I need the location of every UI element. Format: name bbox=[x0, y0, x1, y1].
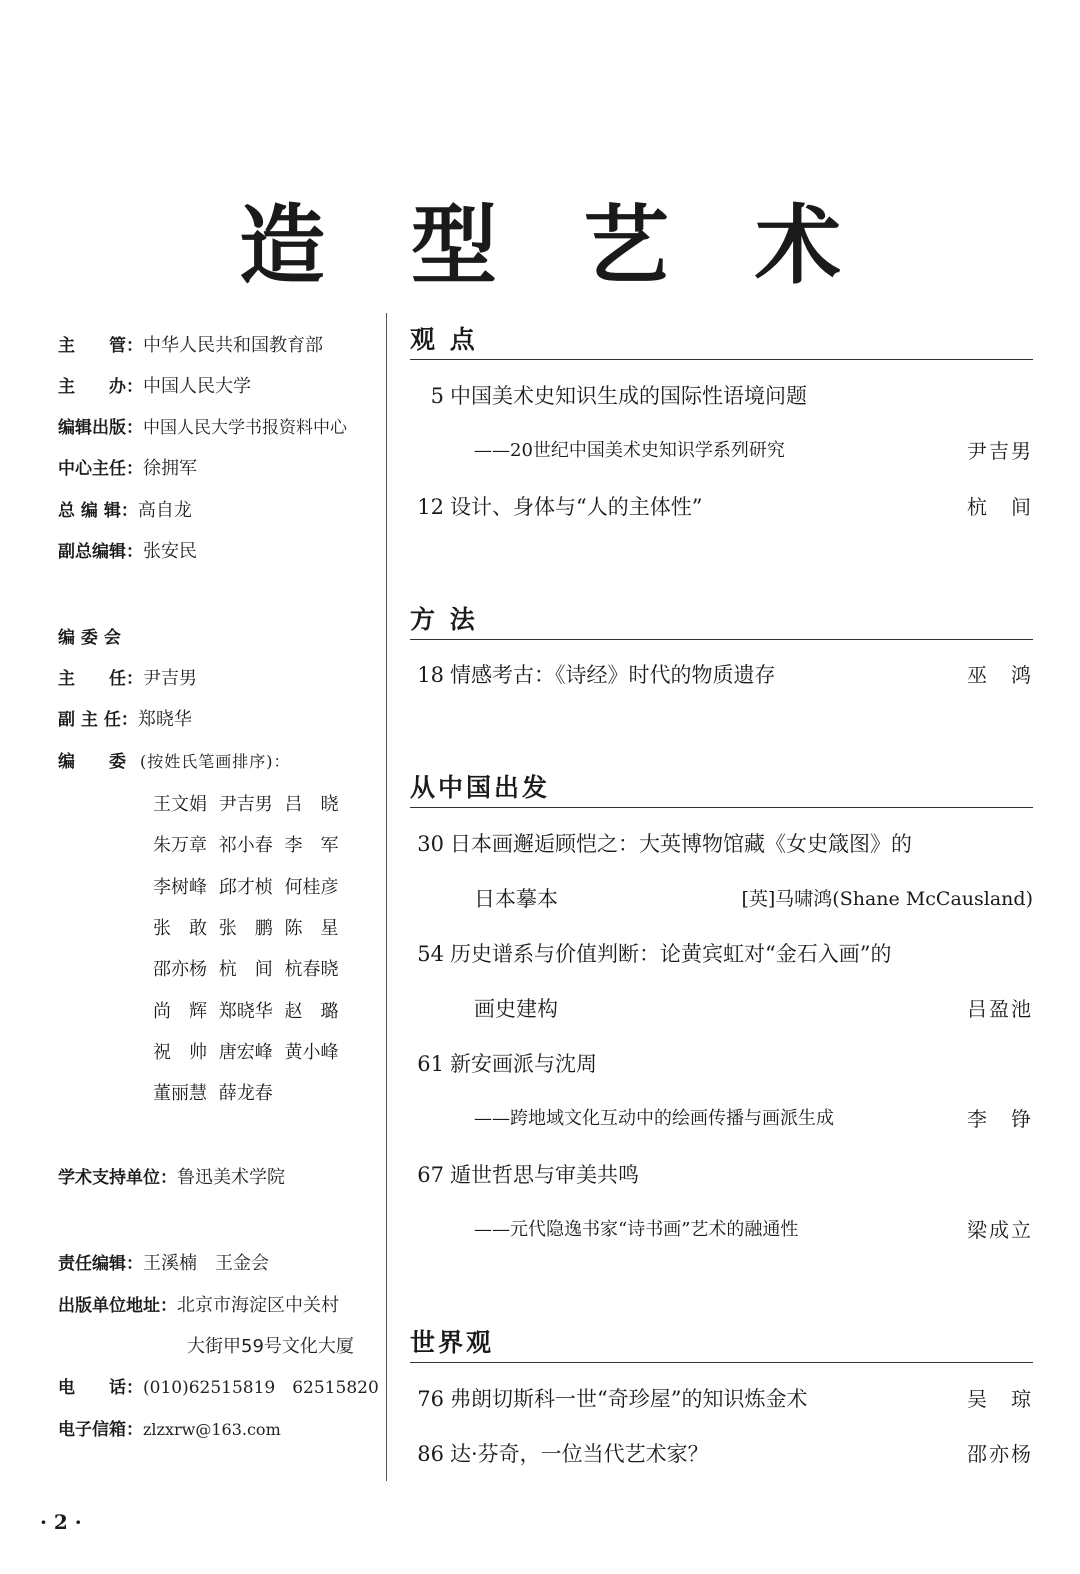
address-label: 出版单位地址： bbox=[58, 1296, 177, 1316]
toc-entry[interactable] bbox=[410, 436, 1033, 466]
committee-deputy-row bbox=[58, 707, 192, 732]
address-row bbox=[58, 1293, 339, 1318]
member-line: 邵亦杨 杭 间 杭春晓 bbox=[153, 959, 339, 980]
deputy-chief-editor-label: 副总编辑： bbox=[58, 542, 143, 562]
toc-entry[interactable] bbox=[410, 1215, 1033, 1245]
toc-entry[interactable] bbox=[410, 1384, 1033, 1414]
deputy-chief-editor-value: 张安民 bbox=[143, 541, 197, 562]
academic-support-row bbox=[58, 1165, 285, 1190]
committee-deputy-value: 郑晓华 bbox=[137, 709, 192, 730]
sponsor-label: 主 办： bbox=[58, 377, 143, 397]
toc-page: 30 bbox=[417, 832, 444, 856]
toc-entry[interactable] bbox=[410, 829, 1033, 859]
publisher-label: 编辑出版： bbox=[58, 418, 143, 438]
section-header-from-china bbox=[410, 773, 1033, 808]
toc-subtitle: ——跨地域文化互动中的绘画传播与画派生成 bbox=[474, 1108, 834, 1129]
address-line1: 北京市海淀区中关村 bbox=[177, 1295, 339, 1316]
section-header-viewpoint bbox=[410, 325, 1033, 360]
committee-director-label: 主 任： bbox=[58, 669, 143, 689]
sponsor-value: 中国人民大学 bbox=[143, 376, 251, 397]
committee-deputy-label: 副 主 任： bbox=[58, 710, 138, 730]
toc-page: 67 bbox=[417, 1163, 444, 1187]
toc-entry[interactable] bbox=[410, 1160, 1033, 1190]
member-line: 尚 辉 郑晓华 赵 璐 bbox=[153, 1001, 339, 1022]
committee-heading-text: 编 委 会 bbox=[58, 628, 121, 648]
address-line2: 大街甲59号文化大厦 bbox=[187, 1336, 354, 1357]
toc-author: 邵亦杨 bbox=[967, 1442, 1033, 1466]
toc-title: 情感考古：《诗经》时代的物质遗存 bbox=[450, 663, 776, 687]
toc-author: 梁成立 bbox=[967, 1218, 1033, 1242]
supervisor-value: 中华人民共和国教育部 bbox=[143, 335, 323, 356]
chief-editor-value: 高自龙 bbox=[137, 500, 192, 521]
supervisor-row bbox=[58, 333, 323, 358]
toc-page: 18 bbox=[417, 663, 444, 687]
member-line: 王文娟 尹吉男 吕 晓 bbox=[153, 794, 339, 815]
toc-subtitle: ——20世纪中国美术史知识学系列研究 bbox=[474, 440, 785, 461]
toc-page: 86 bbox=[417, 1442, 444, 1466]
column-divider bbox=[386, 313, 387, 1481]
toc-entry[interactable] bbox=[410, 1439, 1033, 1469]
chief-editor-label: 总 编 辑： bbox=[58, 501, 138, 521]
toc-subtitle: ——元代隐逸书家“诗书画”艺术的融通性 bbox=[474, 1219, 799, 1240]
toc-author: 李 铮 bbox=[967, 1107, 1033, 1131]
section-title: 观 点 bbox=[410, 325, 478, 354]
toc-entry[interactable] bbox=[410, 1049, 1033, 1079]
email-label: 电子信箱： bbox=[58, 1420, 143, 1440]
toc-page: 61 bbox=[417, 1052, 444, 1076]
responsible-editors-value: 王溪楠 王金会 bbox=[143, 1253, 269, 1274]
member-line: 张 敢 张 鹏 陈 星 bbox=[153, 918, 339, 939]
toc-title-continued: 日本摹本 bbox=[474, 887, 558, 911]
toc-entry[interactable] bbox=[410, 492, 1033, 522]
toc-entry[interactable] bbox=[410, 939, 1033, 969]
toc-author: [英]马啸鸿(Shane McCausland) bbox=[741, 888, 1033, 910]
supervisor-label: 主 管： bbox=[58, 336, 143, 356]
toc-title-continued: 画史建构 bbox=[474, 997, 558, 1021]
toc-page: 76 bbox=[417, 1387, 444, 1411]
section-title: 从中国出发 bbox=[410, 773, 551, 802]
toc-title: 弗朗切斯科一世“奇珍屋”的知识炼金术 bbox=[450, 1387, 808, 1411]
committee-director-row bbox=[58, 666, 197, 691]
email-row bbox=[58, 1417, 281, 1442]
center-director-label: 中心主任： bbox=[58, 459, 143, 479]
toc-author: 巫 鸿 bbox=[967, 663, 1033, 687]
members-note: (按姓氏笔画排序)： bbox=[140, 752, 291, 771]
toc-entry[interactable] bbox=[410, 660, 1033, 690]
center-director-value: 徐拥军 bbox=[143, 458, 197, 479]
email-value: zlzxrw@163.com bbox=[143, 1420, 281, 1439]
address-row-2 bbox=[187, 1334, 354, 1359]
toc-author: 尹吉男 bbox=[967, 439, 1033, 463]
publisher-row bbox=[58, 415, 347, 440]
academic-support-value: 鲁迅美术学院 bbox=[177, 1167, 285, 1188]
toc-title: 达·芬奇，一位当代艺术家？ bbox=[450, 1442, 709, 1466]
publisher-value: 中国人民大学书报资料中心 bbox=[143, 418, 347, 438]
phone-row bbox=[58, 1375, 379, 1400]
member-line: 朱万章 祁小春 李 军 bbox=[153, 835, 339, 856]
toc-author: 吴 琼 bbox=[967, 1387, 1033, 1411]
section-title: 方 法 bbox=[410, 605, 478, 634]
phone-value: (010)62515819 62515820 bbox=[143, 1378, 379, 1398]
member-line: 董丽慧 薛龙春 bbox=[153, 1083, 273, 1104]
responsible-editors-row bbox=[58, 1251, 269, 1276]
magazine-title: 造 型 艺 术 bbox=[239, 194, 869, 296]
committee-director-value: 尹吉男 bbox=[143, 668, 197, 689]
toc-title: 新安画派与沈周 bbox=[450, 1052, 597, 1076]
toc-author: 杭 间 bbox=[967, 495, 1033, 519]
toc-entry[interactable] bbox=[410, 994, 1033, 1024]
toc-page: 12 bbox=[417, 495, 444, 519]
toc-title: 设计、身体与“人的主体性” bbox=[450, 495, 703, 519]
toc-page: 54 bbox=[417, 942, 444, 966]
sponsor-row bbox=[58, 374, 251, 399]
academic-support-label: 学术支持单位： bbox=[58, 1168, 177, 1188]
members-label: 编 委 bbox=[58, 752, 126, 772]
toc-author: 吕盈池 bbox=[967, 997, 1033, 1021]
section-header-worldview bbox=[410, 1328, 1033, 1363]
toc-page: 5 bbox=[430, 384, 444, 408]
chief-editor-row bbox=[58, 498, 192, 523]
section-title: 世界观 bbox=[410, 1328, 495, 1357]
phone-label: 电 话： bbox=[58, 1378, 143, 1398]
page-number: · 2 · bbox=[40, 1510, 82, 1534]
section-header-method bbox=[410, 605, 1033, 640]
center-director-row bbox=[58, 456, 197, 481]
toc-title: 日本画邂逅顾恺之：大英博物馆藏《女史箴图》的 bbox=[450, 832, 912, 856]
committee-heading bbox=[58, 625, 121, 650]
toc-entry[interactable] bbox=[410, 1104, 1033, 1134]
member-line: 李树峰 邱才桢 何桂彦 bbox=[153, 877, 339, 898]
deputy-chief-editor-row bbox=[58, 539, 197, 564]
toc-title: 中国美术史知识生成的国际性语境问题 bbox=[450, 384, 807, 408]
member-line: 祝 帅 唐宏峰 黄小峰 bbox=[153, 1042, 339, 1063]
responsible-editors-label: 责任编辑： bbox=[58, 1254, 143, 1274]
toc-entry[interactable] bbox=[410, 381, 1033, 411]
toc-title: 遁世哲思与审美共鸣 bbox=[450, 1163, 639, 1187]
toc-title: 历史谱系与价值判断：论黄宾虹对“金石入画”的 bbox=[450, 942, 892, 966]
members-row bbox=[58, 749, 291, 774]
toc-entry[interactable] bbox=[410, 884, 1033, 914]
